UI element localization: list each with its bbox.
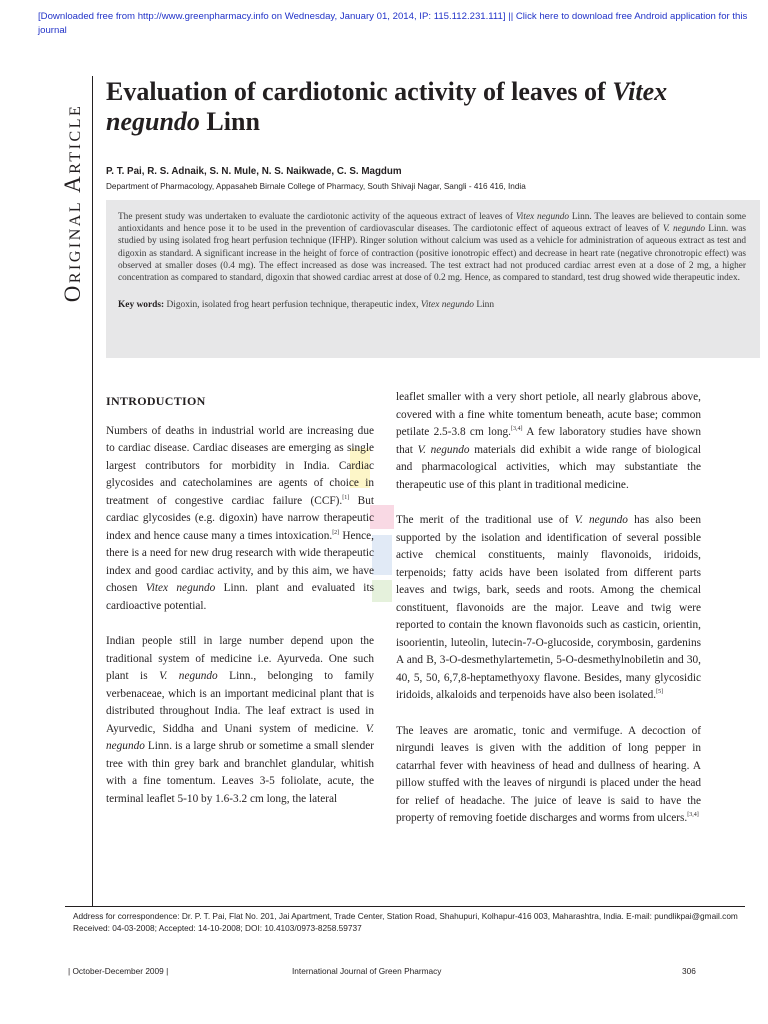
issue-date: | October-December 2009 | — [68, 966, 169, 976]
abstract-box — [106, 200, 760, 358]
paragraph: leaflet smaller with a very short petiole, all nearly glabrous above, covered with a fine white tomentum beneath, acute base; common petilate 2.5-3.8 cm long.[3,4] A few laboratory studies have shown that V. negundo materials did exhibit a wide range of biological and pharmacological activities, which may substantiate the therapeutic use of this plant in traditional medicine. — [396, 391, 701, 491]
paragraph: Indian people still in large number depend upon the traditional system of medicine i.e. Ayurveda. One such plant is V. negundo Linn., belonging to family verbenaceae, which is an important medicinal plant that is distributed throughout India. The leaf extract is used in Ayurvedic, Siddha and Unani system of medicine. V. negundo Linn. is a large shrub or sometime a small slender tree with thin grey bark and branchlet glandular, whitish with a fine tomentum. Leaves 3-5 foliolate, acute, the terminal leaflet 5-10 by 1.6-3.2 cm long, the lateral — [106, 635, 374, 805]
android-app-link[interactable]: Click here to download free Android application for this journal — [38, 11, 748, 36]
article-type-text: Original Article — [60, 103, 85, 303]
correspondence-block — [73, 910, 753, 934]
keywords: Key words: Digoxin, isolated frog heart perfusion technique, therapeutic index, Vitex negundo Linn — [118, 300, 495, 311]
download-source-text: [Downloaded free from http://www.greenpharmacy.info on Wednesday, January 01, 2014, IP: 115.112.231.111] — [38, 11, 506, 22]
author-list: P. T. Pai, R. S. Adnaik, S. N. Mule, N. S. Naikwade, C. S. Magdum — [106, 166, 402, 177]
paragraph: Numbers of deaths in industrial world are increasing due to cardiac disease. Cardiac diseases are emerging as single largest contributors for morbidity in India. Cardiac glycosides and catecholamines are agents of choice in treatment of congestive cardiac failure (CCF).[1] But cardiac glycosides (e.g. digoxin) have narrow therapeutic index and hence cause many a times intoxication.[2] Hence, there is a need for new drug research with wide therapeutic index and good cardiac activity, and by this aim, we have chosen Vitex negundo Linn. plant and evaluated its cardioactive potential. — [106, 424, 374, 612]
journal-name: International Journal of Green Pharmacy — [292, 966, 442, 976]
left-column — [106, 392, 374, 826]
article-title: Evaluation of cardiotonic activity of leaves of Vitex negundo Linn — [106, 77, 668, 136]
paragraph: The merit of the traditional use of V. negundo has also been supported by the isolation and identification of several possible active chemical constituents, mainly flavonoids, iridoids, terpenoids; fatty acids have been isolated from different parts leaves and twigs, bark, seeds and roots. Among the chemical constituent, flavonoids are the major. Leave and twig were reported to contain the known flavonoids such as casticin, orientin, isoorientin, luteolin, lutecin-7-O-glucoside, corymbosin, gardenins A and B, 3-O-desmethylartemetin, 5-O-desmethylnobiletin and 30, 40, 5, 50, 6,7,8-heptamethyoxy flavone. Besides, many glycosidic iridoids, alkaloids and terpenoids have also been isolated.[5] — [396, 514, 701, 701]
abstract-text: The present study was undertaken to evaluate the cardiotonic activity of the aqueous extract of leaves of Vitex negundo Linn. The leaves are believed to contain some antioxidants and hence pose it to be used in the prevention of cardiovascular diseases. The cardiotonic effect of aqueous extract of leaves of V. negundo Linn. was studied by using isolated frog heart perfusion technique (IFHP). Ringer solution without calcium was used as a vehicle for administration of aqueous extract as test and digoxin as standard. A significant increase in the height of force of contraction (positive ionotropic effect) and decrease in heart rate (negative chronotropic effect) was observed at smaller doses (0.4 mg). The effect increased as dose was increased. The test extract had not produced cardiac arrest even at a dose of 2 mg, a higher concentration as compared to standard, digoxin that showed cardiac arrest at dose of 0.2 mg. Hence, as compared to standard, test drug showed wide therapeutic index. — [118, 212, 746, 284]
affiliation: Department of Pharmacology, Appasaheb Birnale College of Pharmacy, South Shivaji Nagar, Sangli - 416 416, India — [106, 182, 526, 191]
page-number: 306 — [682, 966, 696, 976]
color-strip — [372, 580, 392, 602]
side-divider — [92, 76, 93, 906]
download-banner — [38, 10, 763, 38]
banner-separator: || — [508, 11, 514, 22]
paragraph: The leaves are aromatic, tonic and vermifuge. A decoction of nirgundi leaves is given with the addition of long pepper in catarrhal fever with heaviness of head and dullness of hearing. A pillow stuffed with the leaves of nirgundi is placed under the head for relief of headache. The juice of leave is said to have the property of removing foetide discharges and worms from ulcers.[3,4] — [396, 724, 701, 824]
received-accepted-doi: Received: 04-03-2008; Accepted: 14-10-2008; DOI: 10.4103/0973-8258.59737 — [73, 923, 362, 933]
correspondence-address: Address for correspondence: Dr. P. T. Pai, Flat No. 201, Jai Apartment, Trade Center, Station Road, Shahupuri, Kolhapur-416 003, Maharashtra, India. E-mail: pundlikpai@gmail.com — [73, 911, 738, 921]
section-heading-introduction: INTRODUCTION — [106, 394, 206, 408]
color-strip — [372, 535, 392, 575]
footer-divider — [65, 906, 745, 907]
right-column — [396, 389, 701, 846]
article-type-label — [58, 78, 88, 328]
